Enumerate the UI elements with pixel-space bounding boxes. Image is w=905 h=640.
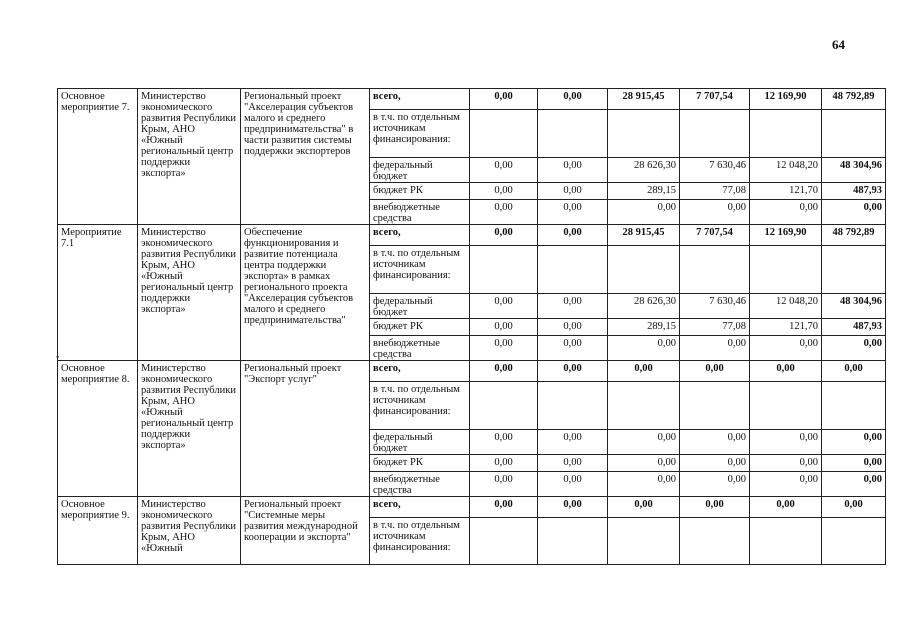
source-label: бюджет РК [370, 319, 470, 336]
amount-cell: 0,00 [470, 430, 538, 455]
amount-cell: 0,00 [680, 361, 750, 382]
amount-cell: 12 169,90 [750, 89, 822, 110]
source-label: в т.ч. по отдельным источникам финансирования: [370, 246, 470, 294]
amount-cell [680, 110, 750, 158]
amount-cell: 0,00 [608, 336, 680, 361]
amount-cell: 0,00 [538, 497, 608, 518]
amount-cell: 0,00 [470, 472, 538, 497]
amount-cell: 0,00 [538, 455, 608, 472]
amount-cell: 0,00 [538, 294, 608, 319]
table-row [58, 225, 886, 246]
source-label: внебюджетные средства [370, 336, 470, 361]
amount-cell: 0,00 [538, 472, 608, 497]
amount-cell: 0,00 [750, 361, 822, 382]
amount-cell: 0,00 [608, 361, 680, 382]
amount-cell [680, 518, 750, 565]
executor-cell: Министерство экономического развития Республики Крым, АНО «Южный региональный центр поддержки экспорта» [138, 361, 241, 497]
amount-cell: 7 707,54 [680, 89, 750, 110]
amount-cell: 48 304,96 [822, 158, 886, 183]
amount-cell: 121,70 [750, 319, 822, 336]
page-number: 64 [832, 37, 845, 52]
amount-cell [470, 382, 538, 430]
amount-cell: 0,00 [680, 430, 750, 455]
amount-cell [470, 518, 538, 565]
source-label: бюджет РК [370, 455, 470, 472]
amount-cell: 0,00 [470, 497, 538, 518]
amount-cell: 0,00 [680, 472, 750, 497]
amount-cell: 289,15 [608, 183, 680, 200]
source-label: федеральный бюджет [370, 158, 470, 183]
source-label: федеральный бюджет [370, 294, 470, 319]
amount-cell [538, 246, 608, 294]
amount-cell: 48 304,96 [822, 294, 886, 319]
amount-cell: 7 707,54 [680, 225, 750, 246]
amount-cell: 0,00 [470, 183, 538, 200]
amount-cell: 12 169,90 [750, 225, 822, 246]
amount-cell: 77,08 [680, 319, 750, 336]
source-label: в т.ч. по отдельным источникам финансирования: [370, 518, 470, 565]
measure-cell: Основное мероприятие 9. [58, 497, 138, 565]
amount-cell [750, 382, 822, 430]
amount-cell: 0,00 [822, 361, 886, 382]
table-row [58, 89, 886, 110]
amount-cell [822, 518, 886, 565]
amount-cell: 0,00 [538, 336, 608, 361]
amount-cell: 0,00 [822, 200, 886, 225]
amount-cell: 28 915,45 [608, 89, 680, 110]
amount-cell: 0,00 [608, 455, 680, 472]
amount-cell: 28 626,30 [608, 294, 680, 319]
amount-cell: 0,00 [538, 89, 608, 110]
source-label: внебюджетные средства [370, 200, 470, 225]
amount-cell: 0,00 [538, 183, 608, 200]
amount-cell [470, 110, 538, 158]
source-label: в т.ч. по отдельным источникам финансирования: [370, 382, 470, 430]
amount-cell [470, 246, 538, 294]
executor-cell: Министерство экономического развития Республики Крым, АНО «Южный региональный центр поддержки экспорта» [138, 225, 241, 361]
amount-cell: 77,08 [680, 183, 750, 200]
amount-cell: 48 792,89 [822, 89, 886, 110]
amount-cell: 0,00 [608, 200, 680, 225]
amount-cell [750, 246, 822, 294]
amount-cell: 0,00 [538, 225, 608, 246]
project-cell: Региональный проект "Акселерация субъектов малого и среднего предпринимательства" в части развития системы поддержки экспортеров [241, 89, 370, 225]
amount-cell: 12 048,20 [750, 294, 822, 319]
source-label: всего, [370, 361, 470, 382]
amount-cell [680, 382, 750, 430]
amount-cell: 0,00 [608, 497, 680, 518]
project-cell: Региональный проект "Экспорт услуг" [241, 361, 370, 497]
amount-cell: 487,93 [822, 319, 886, 336]
amount-cell: 0,00 [822, 497, 886, 518]
source-label: федеральный бюджет [370, 430, 470, 455]
amount-cell: 0,00 [470, 225, 538, 246]
amount-cell [750, 518, 822, 565]
amount-cell: 0,00 [538, 361, 608, 382]
amount-cell: 0,00 [680, 455, 750, 472]
project-cell: Региональный проект "Системные меры развития международной кооперации и экспорта" [241, 497, 370, 565]
amount-cell: 0,00 [470, 361, 538, 382]
amount-cell [822, 110, 886, 158]
amount-cell: 0,00 [750, 455, 822, 472]
amount-cell: 0,00 [822, 455, 886, 472]
source-label: всего, [370, 225, 470, 246]
amount-cell: 0,00 [750, 472, 822, 497]
amount-cell: 0,00 [470, 200, 538, 225]
amount-cell: 0,00 [470, 89, 538, 110]
table-row [58, 361, 886, 382]
stray-mark: • [56, 352, 60, 362]
amount-cell: 0,00 [822, 336, 886, 361]
amount-cell: 0,00 [608, 472, 680, 497]
executor-cell: Министерство экономического развития Республики Крым, АНО «Южный региональный центр поддержки экспорта» [138, 89, 241, 225]
amount-cell: 0,00 [470, 336, 538, 361]
project-cell: Обеспечение функционирования и развитие потенциала центра поддержки экспорта» в рамках регионального проекта "Акселерация субъектов малого и среднего предпринимательства" [241, 225, 370, 361]
amount-cell: 0,00 [750, 430, 822, 455]
source-label: внебюджетные средства [370, 472, 470, 497]
amount-cell [608, 382, 680, 430]
amount-cell: 0,00 [680, 200, 750, 225]
amount-cell: 0,00 [750, 497, 822, 518]
amount-cell [608, 110, 680, 158]
source-label: всего, [370, 497, 470, 518]
amount-cell [822, 382, 886, 430]
amount-cell: 7 630,46 [680, 294, 750, 319]
amount-cell: 0,00 [538, 430, 608, 455]
measure-cell: Основное мероприятие 8. [58, 361, 138, 497]
measure-cell: Основное мероприятие 7. [58, 89, 138, 225]
table-row [58, 497, 886, 518]
amount-cell: 0,00 [822, 472, 886, 497]
amount-cell: 0,00 [470, 455, 538, 472]
amount-cell: 0,00 [538, 200, 608, 225]
source-label: всего, [370, 89, 470, 110]
amount-cell: 289,15 [608, 319, 680, 336]
amount-cell: 0,00 [470, 158, 538, 183]
amount-cell: 121,70 [750, 183, 822, 200]
source-label: в т.ч. по отдельным источникам финансирования: [370, 110, 470, 158]
executor-cell: Министерство экономического развития Республики Крым, АНО «Южный [138, 497, 241, 565]
amount-cell: 28 915,45 [608, 225, 680, 246]
amount-cell: 48 792,89 [822, 225, 886, 246]
amount-cell: 12 048,20 [750, 158, 822, 183]
amount-cell [538, 382, 608, 430]
amount-cell: 0,00 [538, 158, 608, 183]
amount-cell: 0,00 [750, 336, 822, 361]
amount-cell: 0,00 [608, 430, 680, 455]
amount-cell [538, 518, 608, 565]
amount-cell [750, 110, 822, 158]
amount-cell: 0,00 [470, 319, 538, 336]
amount-cell: 0,00 [680, 497, 750, 518]
measure-cell: Мероприятие 7.1 [58, 225, 138, 361]
amount-cell [608, 246, 680, 294]
amount-cell: 28 626,30 [608, 158, 680, 183]
amount-cell: 0,00 [538, 319, 608, 336]
amount-cell [608, 518, 680, 565]
amount-cell: 0,00 [822, 430, 886, 455]
amount-cell [680, 246, 750, 294]
amount-cell: 0,00 [750, 200, 822, 225]
amount-cell: 7 630,46 [680, 158, 750, 183]
amount-cell [822, 246, 886, 294]
amount-cell [538, 110, 608, 158]
amount-cell: 487,93 [822, 183, 886, 200]
budget-table [57, 88, 886, 565]
source-label: бюджет РК [370, 183, 470, 200]
amount-cell: 0,00 [470, 294, 538, 319]
amount-cell: 0,00 [680, 336, 750, 361]
